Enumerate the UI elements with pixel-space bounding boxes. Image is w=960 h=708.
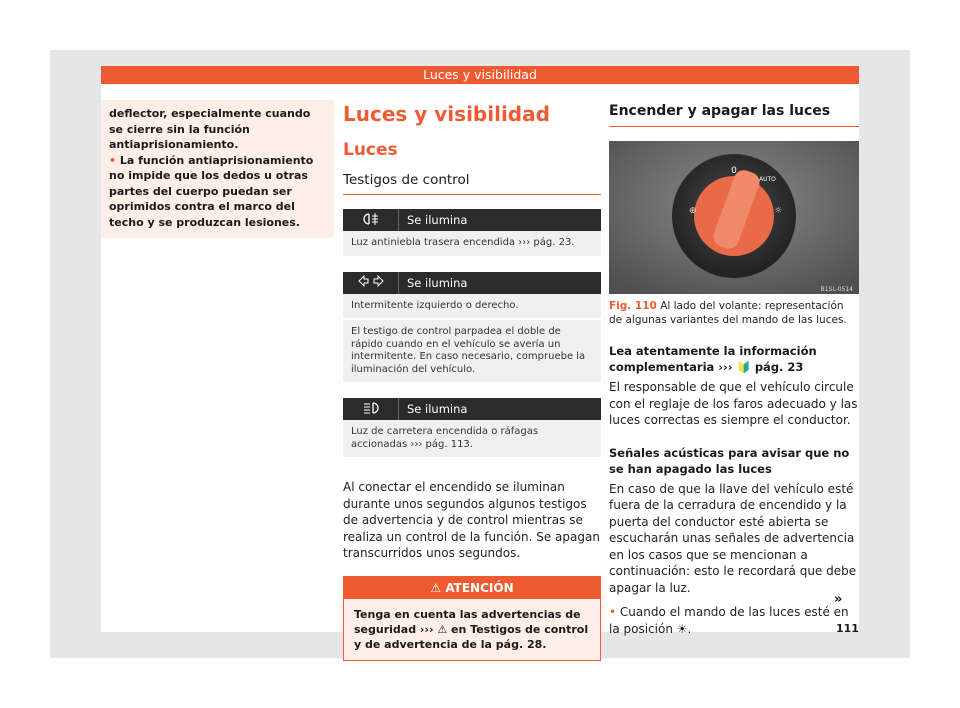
figure-light-switch [609,141,859,294]
svg-text:⊕: ⊕ [689,206,697,216]
high-beam-icon [343,401,398,418]
column-right [609,100,859,637]
indicator-label: Se ilumina [407,275,468,290]
section-heading: Encender y apagar las luces [609,103,859,127]
bullet-item [609,604,859,637]
indicator-block [343,209,601,258]
warning-text-1: deflector, especialmente cuando se cierre sin la función antiaprisionamiento. [109,107,311,151]
svg-text:☼: ☼ [774,206,783,216]
warning-text-2: La función antiaprisionamiento no impide que los dedos u otras partes del cuerpo puedan ser oprimidos contra el marco del techo y se produzcan lesiones. [109,153,314,229]
column-left [101,100,334,238]
figure-caption-text: Al lado del volante: representación de algunas variantes del mando de las luces. [609,300,847,326]
indicator-block [343,398,601,459]
knob-label: AUTO [759,176,776,183]
turn-signal-icon [343,275,398,290]
indicator-block [343,272,601,385]
section-title: Luces [343,140,398,160]
indicator-header [343,272,601,294]
chapter-title: Luces y visibilidad [343,102,550,126]
warning-box [343,576,601,661]
figure-number: Fig. 110 [609,300,657,312]
page-number: 111 [836,622,859,635]
paragraph: El responsable de que el vehículo circule con el reglaje de los faros adecuado y las luces correctas es siempre el conductor. [609,380,858,427]
subheading: Señales acústicas para avisar que no se han apagado las luces [609,445,850,476]
warning-text: Tenga en cuenta las advertencias de seguridad ››› ⚠ en Testigos de control y de advertencia de la pág. 28. [344,599,600,660]
subsection-title: Testigos de control [343,172,601,195]
bullet-icon: • [109,153,117,167]
indicator-description: Luz de carretera encendida o ráfagas accionadas ››› pág. 113. [343,420,601,459]
light-switch-illustration [609,141,859,294]
indicator-header [343,398,601,420]
warning-continuation [101,100,334,238]
rear-fog-light-icon [343,212,398,229]
bullet-text: Cuando el mando de las luces esté en la posición ☀︎. [609,605,849,636]
indicator-header [343,209,601,231]
indicator-label: Se ilumina [407,402,468,416]
warning-bullet-item [109,153,326,231]
knob-label: 0 [731,166,737,176]
running-header: Luces y visibilidad [101,66,859,84]
continue-marker: » [834,592,843,607]
warning-header [344,577,600,599]
figure-caption [609,300,859,327]
body-paragraph: Al conectar el encendido se iluminan durante unos segundos algunos testigos de advertencia y de control mientras se realiza un control de la función. Se apagan transcurridos unos segundos. [343,480,600,560]
indicator-description: El testigo de control parpadea el doble de rápido cuando en el vehículo se avería un intermitente. En caso necesario, compruebe la iluminación del vehículo. [343,320,601,384]
figure-code: B1SL-0514 [820,286,853,293]
column-middle [343,100,601,661]
reference-heading: Lea atentamente la información complementaria ››› 🔰 pág. 23 [609,344,817,374]
warning-title: ATENCIÓN [445,580,514,595]
bullet-icon: • [609,605,617,619]
indicator-description: Luz antiniebla trasera encendida ››› pág. 23. [343,231,601,258]
indicator-description: Intermitente izquierdo o derecho. [343,294,601,321]
paragraph: En caso de que la llave del vehículo esté fuera de la cerradura de encendido y la puerta del conductor esté abierta se escucharán unas señales de advertencia en los casos que se mencionan a continuación: esto le recordará que debe apagar la luz. [609,481,857,595]
indicator-label: Se ilumina [407,213,468,227]
warning-icon: ⚠ [430,580,446,595]
